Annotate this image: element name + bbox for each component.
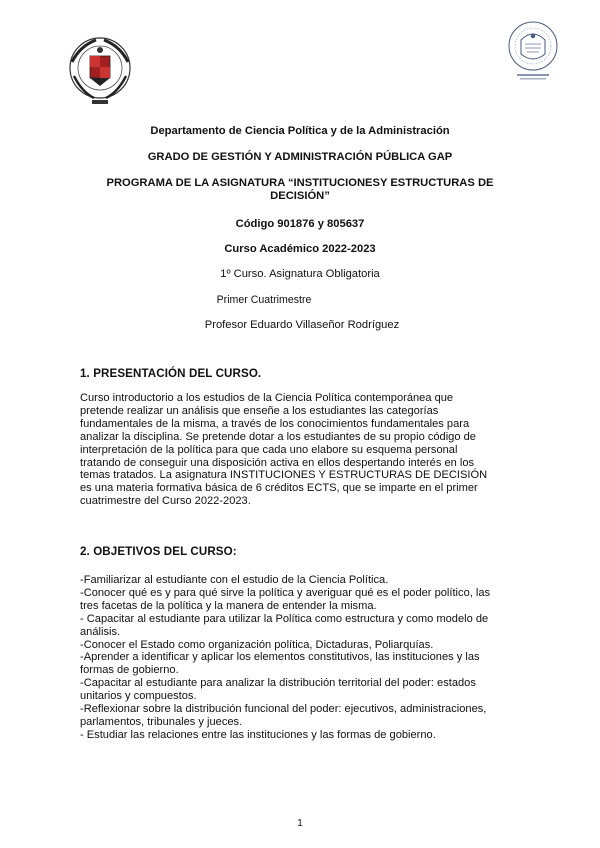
faculty-seal-icon	[505, 18, 561, 82]
course-type: 1º Curso. Asignatura Obligatoria	[220, 268, 380, 280]
paragraph-line: temas tratados. La asignatura INSTITUCIONES Y ESTRUCTURAS DE DECISIÓN	[80, 469, 488, 482]
section-heading-presentation: 1. PRESENTACIÓN DEL CURSO.	[80, 367, 262, 380]
paragraph-line: fundamentales de la misma, a través de los conocimientos fundamentales para	[80, 417, 470, 430]
list-item: -Reflexionar sobre la distribución funcional del poder: ejecutivos, administraciones,	[80, 703, 487, 716]
academic-year: Curso Académico 2022-2023	[224, 243, 376, 255]
professor: Profesor Eduardo Villaseñor Rodríguez	[204, 319, 400, 331]
list-item: análisis.	[80, 625, 121, 638]
paragraph-line: pretende realizar un análisis que enseñe a los estudiantes las categorías	[80, 404, 439, 417]
paragraph-line: tratando de conseguir una disposición activa en ellos despertando interés en los	[80, 456, 475, 469]
paragraph-line: cuatrimestre del Curso 2022-2023.	[80, 495, 251, 508]
program-title-line2: DECISIÓN”	[270, 190, 330, 202]
objectives-list	[80, 574, 530, 742]
university-seal-icon	[66, 32, 134, 108]
presentation-paragraph	[80, 392, 528, 508]
paragraph-line: analizar la disciplina. Se pretende dotar a los estudiantes de su propio código de	[80, 430, 476, 443]
list-item: -Aprender a identificar y aplicar los elementos constitutivos, las instituciones y las	[80, 651, 480, 664]
list-item: parlamentos, tribunales y jueces.	[80, 715, 243, 728]
course-code: Código 901876 y 805637	[235, 218, 365, 230]
term: Primer Cuatrimestre	[216, 294, 312, 306]
program-title-line1: PROGRAMA DE LA ASIGNATURA “INSTITUCIONESY ESTRUCTURAS DE	[106, 177, 494, 189]
list-item: -Capacitar al estudiante para analizar la distribución territorial del poder: estados	[80, 677, 476, 690]
list-item: tres facetas de la política y la manera de entender la misma.	[80, 599, 377, 612]
degree-title: GRADO DE GESTIÓN Y ADMINISTRACIÓN PÚBLICA GAP	[147, 151, 453, 163]
section-heading-objectives: 2. OBJETIVOS DEL CURSO:	[80, 545, 237, 558]
list-item: unitarios y compuestos.	[80, 690, 197, 703]
list-item: -Conocer qué es y para qué sirve la política y averiguar qué es el poder político, las	[80, 586, 491, 599]
list-item: -Familiarizar al estudiante con el estudio de la Ciencia Política.	[80, 574, 389, 586]
list-item: formas de gobierno.	[80, 664, 179, 677]
page-number: 1	[297, 818, 303, 829]
paragraph-line: Curso introductorio a los estudios de la Ciencia Política contemporánea que	[80, 392, 454, 404]
list-item: - Capacitar al estudiante para utilizar la Política como estructura y como modelo de	[80, 612, 489, 625]
list-item: - Estudiar las relaciones entre las instituciones y las formas de gobierno.	[80, 728, 436, 741]
paragraph-line: interpretación de la política para que cada uno elabore su esquema personal	[80, 443, 458, 456]
department-title: Departamento de Ciencia Política y de la Administración	[150, 125, 450, 137]
paragraph-line: es una materia formativa básica de 6 créditos ECTS, que se imparte en el primer	[80, 482, 478, 495]
list-item: -Conocer el Estado como organización política, Dictaduras, Poliarquías.	[80, 638, 434, 651]
